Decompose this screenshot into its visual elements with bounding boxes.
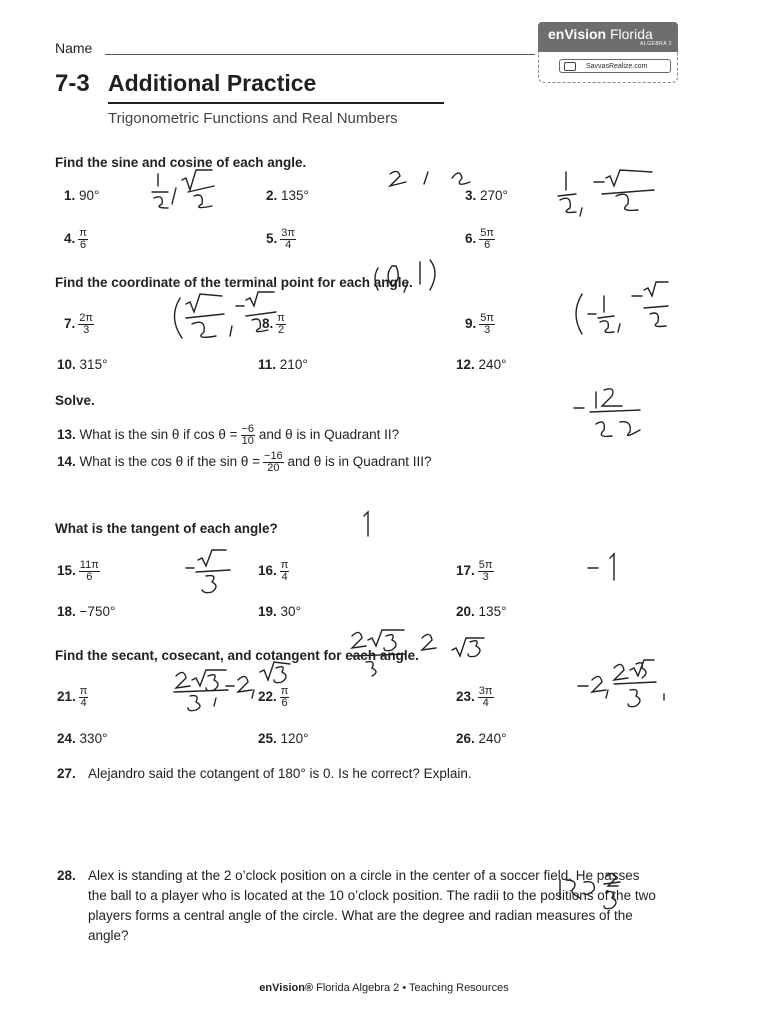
- problem-24: 24. 330°: [57, 731, 108, 746]
- section-heading: Solve.: [55, 393, 95, 408]
- section-heading: Find the sine and cosine of each angle.: [55, 155, 307, 170]
- problem-18: 18. −750°: [57, 604, 116, 619]
- problem-21: 21. $\frac{\pi}{4}$: [57, 685, 88, 709]
- problem-20: 20. 135°: [456, 604, 507, 619]
- problem-9: 9. $\frac{5\pi}{3}$: [465, 312, 494, 336]
- page-footer: enVision® Florida Algebra 2 • Teaching Resources: [259, 982, 509, 994]
- realize-url: SavvasRealize.com: [586, 63, 648, 70]
- page-title: Additional Practice: [108, 70, 317, 96]
- brand-course: ALGEBRA 2: [639, 41, 672, 47]
- problem-11: 11. 210°: [258, 357, 308, 372]
- problem-25: 25. 120°: [258, 731, 309, 746]
- realize-tag: [559, 59, 671, 73]
- problem-4: 4. $\frac{\pi}{6}$: [64, 227, 87, 251]
- problem-28: 28. Alex is standing at the 2 o’clock position on a circle in the center of a soccer field. He passes the ball to a player who is located at the 10 o’clock position. The radii to the positions of the two players forms a central angle of the circle. What are the degree and radian measures of the angle?: [57, 868, 656, 943]
- problem-1: 1. 90°: [64, 188, 100, 203]
- problem-12: 12. 240°: [456, 357, 507, 372]
- problem-6: 6. $\frac{5\pi}{6}$: [465, 227, 494, 251]
- problem-17: 17. $\frac{5\pi}{3}$: [456, 559, 493, 583]
- problem-13: 13. What is the sin θ if cos θ = $\frac{-6}{10}$ and θ is in Quadrant II?: [57, 423, 400, 447]
- problem-14: 14. What is the cos θ if the sin θ = $\frac{-16}{20}$ and θ is in Quadrant III?: [57, 450, 432, 474]
- problem-2: 2. 135°: [266, 188, 309, 203]
- section-heading: Find the secant, cosecant, and cotangent for each angle.: [55, 648, 419, 663]
- problem-10: 10. 315°: [57, 357, 108, 372]
- problem-16: 16. $\frac{\pi}{4}$: [258, 559, 289, 583]
- problem-3: 3. 270°: [465, 188, 508, 203]
- problem-15: 15. $\frac{11\pi}{6}$: [57, 559, 99, 583]
- section-heading: What is the tangent of each angle?: [55, 521, 278, 536]
- problem-5: 5. $\frac{3\pi}{4}$: [266, 227, 295, 251]
- page-subtitle: Trigonometric Functions and Real Numbers: [108, 110, 398, 127]
- problem-27: 27. Alejandro said the cotangent of 180° is 0. Is he correct? Explain.: [57, 766, 472, 781]
- lesson-number: 7-3: [55, 70, 90, 97]
- realize-box: [538, 52, 678, 83]
- name-line: [105, 54, 535, 55]
- title-rule: [108, 102, 444, 104]
- problem-22: 22. $\frac{\pi}{6}$: [258, 685, 289, 709]
- problem-8: 8. $\frac{\pi}{2}$: [262, 312, 285, 336]
- problem-23: 23. $\frac{3\pi}{4}$: [456, 685, 493, 709]
- name-label: Name: [55, 40, 93, 56]
- section-heading: Find the coordinate of the terminal point for each angle.: [55, 275, 413, 290]
- problem-19: 19. 30°: [258, 604, 301, 619]
- brand-logo: [538, 22, 678, 52]
- brand-text: enVision Florida: [548, 26, 653, 42]
- problem-26: 26. 240°: [456, 731, 507, 746]
- laptop-icon: [564, 62, 576, 71]
- problem-7: 7. $\frac{2\pi}{3}$: [64, 312, 93, 336]
